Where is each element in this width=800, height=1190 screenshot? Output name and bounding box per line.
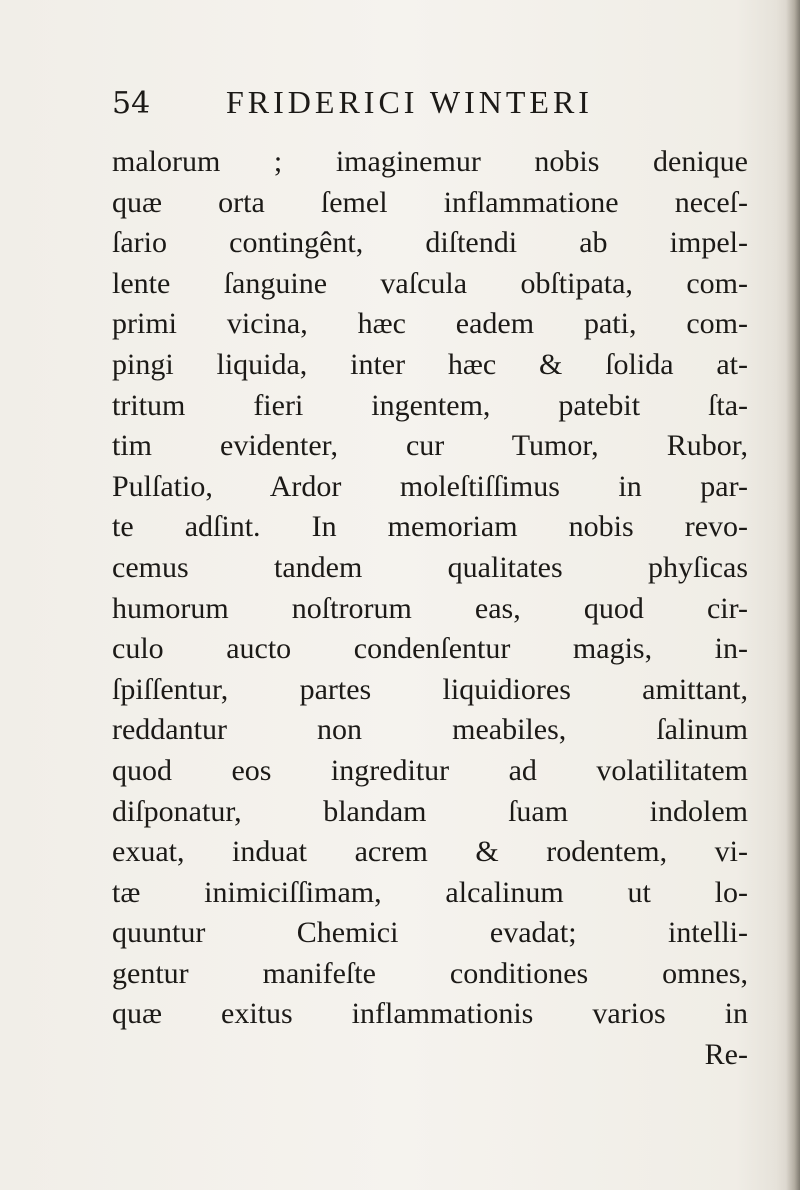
text-line: quæ orta ſemel inflammatione neceſ- bbox=[112, 185, 748, 219]
text-line: humorum noſtrorum eas, quod cir- bbox=[112, 591, 748, 625]
text-line: primi vicina, hæc eadem pati, com- bbox=[112, 307, 748, 341]
text-line: quæ exitus inflammationis varios in bbox=[112, 997, 748, 1031]
text-line: exuat, induat acrem & rodentem, vi- bbox=[112, 835, 748, 869]
binding-edge-shadow bbox=[786, 0, 800, 1190]
text-line: ſario contingênt, diſtendi ab impel- bbox=[112, 226, 748, 260]
text-line: tim evidenter, cur Tumor, Rubor, bbox=[112, 429, 748, 463]
text-line: quuntur Chemici evadat; intelli- bbox=[112, 916, 748, 950]
body-text bbox=[112, 142, 748, 1076]
page-number: 54 bbox=[112, 86, 151, 121]
text-line: malorum ; imaginemur nobis denique bbox=[112, 145, 748, 178]
text-line: diſponatur, blandam ſuam indolem bbox=[112, 794, 748, 828]
text-line: reddantur non meabiles, ſalinum bbox=[112, 713, 748, 747]
text-line: tæ inimiciſſimam, alcalinum ut lo- bbox=[112, 875, 748, 909]
text-line: lente ſanguine vaſcula obſtipata, com- bbox=[112, 266, 748, 300]
text-line: cemus tandem qualitates phyſicas bbox=[112, 550, 748, 584]
text-line: gentur manifeſte conditiones omnes, bbox=[112, 956, 748, 990]
text-line: Pulſatio, Ardor moleſtiſſimus in par- bbox=[112, 469, 748, 503]
text-line: tritum fieri ingentem, patebit ſta- bbox=[112, 388, 748, 422]
text-line: culo aucto condenſentur magis, in- bbox=[112, 632, 748, 666]
text-line: quod eos ingreditur ad volatilitatem bbox=[112, 753, 748, 787]
catchword: Re- bbox=[704, 1038, 748, 1072]
running-head: FRIDERICI WINTERI bbox=[226, 84, 593, 120]
page-header bbox=[112, 84, 732, 128]
text-line: pingi liquida, inter hæc & ſolida at- bbox=[112, 347, 748, 381]
text-line: ſpiſſentur, partes liquidiores amittant, bbox=[112, 672, 748, 706]
text-line: te adſint. In memoriam nobis revo- bbox=[112, 510, 748, 544]
